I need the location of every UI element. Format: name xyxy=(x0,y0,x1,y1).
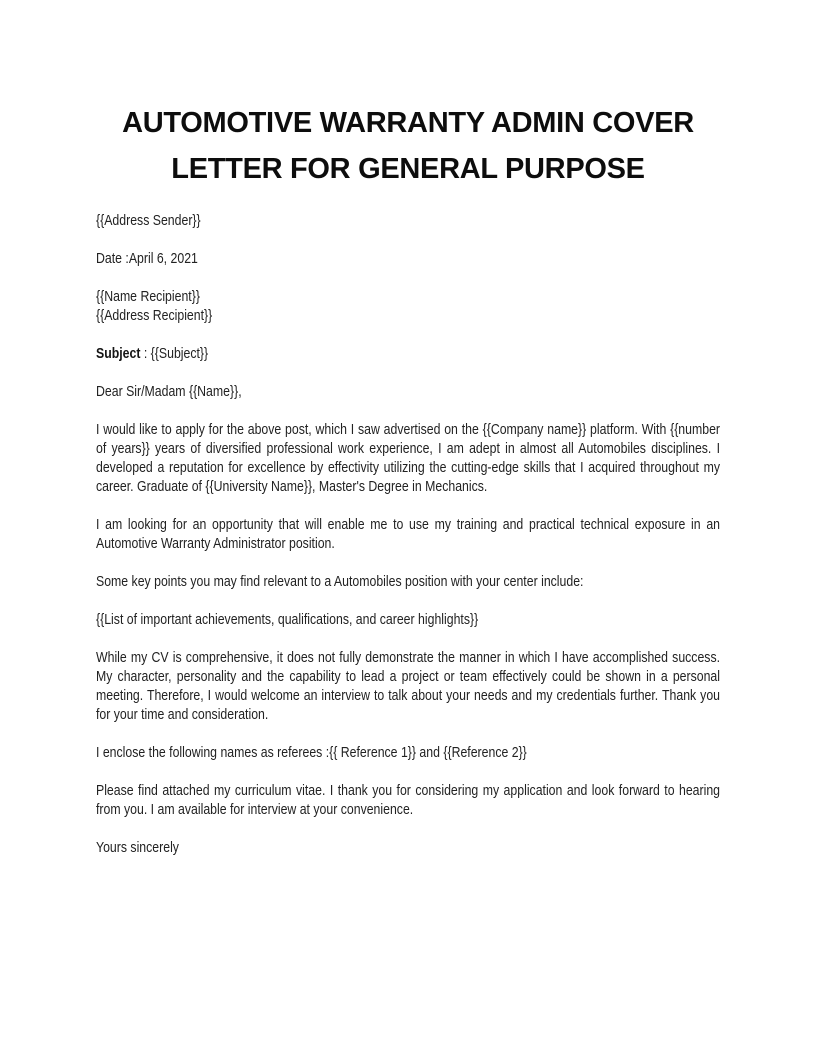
date-line: Date :April 6, 2021 xyxy=(96,250,198,267)
paragraph-cv-meeting: While my CV is comprehensive, it does not fully demonstrate the manner in which I have accomplished success. My character, personality and the capability to lead a project or team effectively could be shown in a personal meeting. Therefore, I would welcome an interview to talk about your needs and my credentials further. Thank you for your time and consideration. xyxy=(96,649,721,723)
paragraph-opportunity: I am looking for an opportunity that will enable me to use my training and practical technical exposure in an Automotive Warranty Administrator position. xyxy=(96,516,721,552)
subject-value: : {{Subject}} xyxy=(140,345,209,362)
subject-line xyxy=(96,344,720,363)
salutation: Dear Sir/Madam {{Name}}, xyxy=(96,383,242,400)
letter-body xyxy=(96,211,720,857)
document-title: AUTOMOTIVE WARRANTY ADMIN COVER LETTER FOR GENERAL PURPOSE xyxy=(122,107,694,185)
signoff: Yours sincerely xyxy=(96,839,179,856)
paragraph-intro: I would like to apply for the above post, which I saw advertised on the {{Company name}} platform. With {{number of years}} years of diversified professional work experience, I am adept in almost all Automobiles disciplines. I developed a reputation for excellence by effectivity utilizing the cutting-edge skills that I acquired throughout my career. Graduate of {{University Name}}, Master's Degree in Mechanics. xyxy=(96,421,721,495)
paragraph-key-points: Some key points you may find relevant to a Automobiles position with your center include: xyxy=(96,573,584,590)
recipient-name-placeholder: {{Name Recipient}} xyxy=(96,288,200,305)
paragraph-referees: I enclose the following names as referees :{{ Reference 1}} and {{Reference 2}} xyxy=(96,744,527,761)
subject-label: Subject xyxy=(96,345,141,362)
paragraph-closing: Please find attached my curriculum vitae. I thank you for considering my application and look forward to hearing from you. I am available for interview at your convenience. xyxy=(96,782,721,818)
achievements-placeholder: {{List of important achievements, qualifications, and career highlights}} xyxy=(96,611,479,628)
sender-address-placeholder: {{Address Sender}} xyxy=(96,212,201,229)
recipient-address-placeholder: {{Address Recipient}} xyxy=(96,307,213,324)
